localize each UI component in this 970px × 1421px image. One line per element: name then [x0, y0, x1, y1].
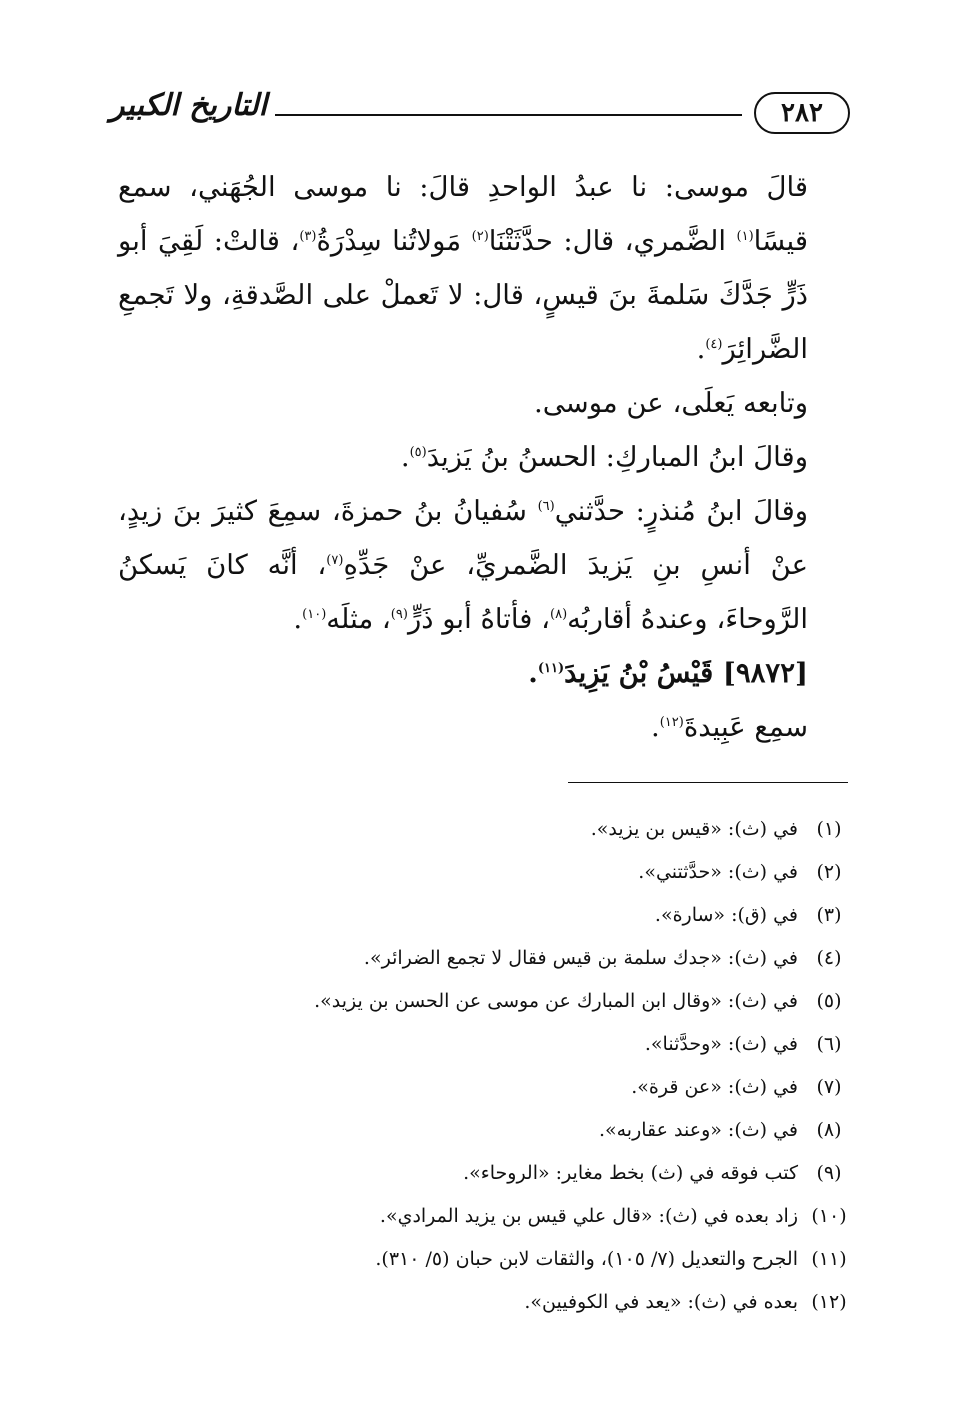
paragraph-3 — [118, 430, 848, 484]
paragraph-1 — [118, 160, 848, 376]
text-run: وقالَ ابنُ مُنذرٍ: حدَّثني — [554, 495, 808, 527]
footnote-ref: (٩) — [390, 606, 408, 622]
text-run: ، مثلَه — [326, 603, 391, 635]
text-run: مَولاتُنا سِدْرَةُ — [316, 225, 472, 257]
paragraph-4 — [118, 484, 848, 646]
text-run: قالَ موسى: نا عبدُ الواحدِ قالَ: نا موسى الجُهَني، سمع قيسًا — [118, 171, 808, 257]
footnote-ref: (١٠) — [302, 606, 327, 622]
footnote-text: في (ث): «حدَّثتني». — [638, 861, 798, 883]
footnote-number: (٦) — [816, 1033, 842, 1055]
footnote-number: (٩) — [816, 1162, 842, 1184]
footnote — [118, 1109, 848, 1152]
text-run: وقالَ ابنُ المباركِ: الحسنُ بنُ يَزيدَ — [426, 441, 808, 473]
text-run: الضَّمري، قال: حدَّثَتْنَا — [488, 225, 737, 257]
footnote — [118, 1023, 848, 1066]
footnote-text: الجرح والتعديل (٧/ ١٠٥)، والثقات لابن حبان (٥/ ٣١٠). — [375, 1248, 798, 1270]
footnote-ref: (١٢) — [659, 714, 684, 730]
text-run: . — [696, 333, 706, 365]
footnote — [118, 808, 848, 851]
footnote-text: زاد بعده في (ث): «قال علي قيس بن يزيد المرادي». — [379, 1205, 798, 1227]
footnote-number: (١٢) — [811, 1291, 847, 1313]
main-text — [118, 160, 848, 754]
footnote-text: في (ث): «وقال ابن المبارك عن موسى عن الحسن بن يزيد». — [314, 990, 798, 1012]
footnote-number: (٤) — [816, 947, 842, 969]
footnote-number: (١) — [816, 818, 842, 840]
footnote-number: (١٠) — [811, 1205, 847, 1227]
footnote — [118, 1281, 848, 1324]
text-run: . — [400, 441, 410, 473]
footnote-text: في (ث): «قيس بن يزيد». — [590, 818, 798, 840]
footnote-ref: (٥) — [409, 444, 427, 460]
footnote-ref: (٨) — [550, 606, 568, 622]
page-header — [110, 88, 850, 140]
footnote — [118, 1238, 848, 1281]
footnote — [118, 1195, 848, 1238]
page-number: ٢٨٢ — [754, 92, 850, 134]
footnote-number: (١١) — [811, 1248, 847, 1270]
entry-name: قَيْسُ بْنُ يَزِيدَ — [564, 657, 723, 689]
paragraph-5 — [118, 700, 848, 754]
footnote-ref: (٣) — [299, 228, 317, 244]
footnote — [118, 937, 848, 980]
entry-number: [٩٨٧٢] — [722, 657, 808, 689]
footnote-text: بعده في (ث): «يعد في الكوفيين». — [524, 1291, 798, 1313]
footnote-number: (٨) — [816, 1119, 842, 1141]
text-run: . — [293, 603, 303, 635]
header-rule — [275, 114, 742, 116]
text-run: سمِع عَبِيدةَ — [683, 711, 808, 743]
footnote-ref: (٦) — [537, 498, 555, 514]
footnote — [118, 1152, 848, 1195]
footnote-number: (٧) — [816, 1076, 842, 1098]
footnote — [118, 1066, 848, 1109]
text-run: ، قالتْ: لَقِيَ أبو ذَرٍّ جَدَّكَ سَلمةَ بنَ قيسٍ، قال: لا تَعملْ على الصَّدقةِ، ولا تَجمعِ الضَّرائِرَ — [118, 225, 808, 365]
footnote — [118, 894, 848, 937]
footnote-text: في (ث): «جدك سلمة بن قيس فقال لا تجمع الضرائر». — [363, 947, 798, 969]
text-run: . — [650, 711, 660, 743]
footnote-text: في (ث): «عن قرة». — [631, 1076, 798, 1098]
book-title: التاريخ الكبير — [110, 88, 268, 123]
footnote-text: في (ث): «وحدَّثنا». — [644, 1033, 798, 1055]
footnote-number: (٥) — [816, 990, 842, 1012]
footnote-ref: (٢) — [471, 228, 489, 244]
footnote-text: كتب فوقه في (ث) بخط مغاير: «الروحاء». — [463, 1162, 798, 1184]
entry-heading — [118, 646, 848, 700]
footnote — [118, 851, 848, 894]
footnote-ref: (٧) — [326, 552, 344, 568]
footnote-text: في (ث): «وعند عقاربه». — [598, 1119, 798, 1141]
footnotes-list — [118, 808, 848, 1324]
footnote-number: (٣) — [816, 904, 842, 926]
footnote-ref: (٤) — [705, 336, 723, 352]
text-run: . — [528, 657, 538, 689]
footnote-ref: (١١) — [537, 660, 565, 676]
text-run: ، أنَّه كانَ يَسكنُ الرَّوحاءَ، وعندهُ أقاربُه — [118, 549, 808, 635]
paragraph-2: وتابعه يَعلَى، عن موسى. — [533, 387, 808, 419]
footnote-ref: (١) — [736, 228, 754, 244]
footnote-separator — [568, 782, 848, 783]
text-run: ، فأتاهُ أبو ذَرٍّ — [407, 603, 551, 635]
footnote — [118, 980, 848, 1023]
footnote-text: في (ق): «سارة». — [654, 904, 798, 926]
footnote-number: (٢) — [816, 861, 842, 883]
text-run: سُفيانُ بنُ حمزةَ، سمِعَ كثيرَ بنَ زيدٍ، عنْ أنسِ بنِ يَزيدَ الضَّمريِّ، عنْ جَدِّهِ — [118, 495, 808, 581]
